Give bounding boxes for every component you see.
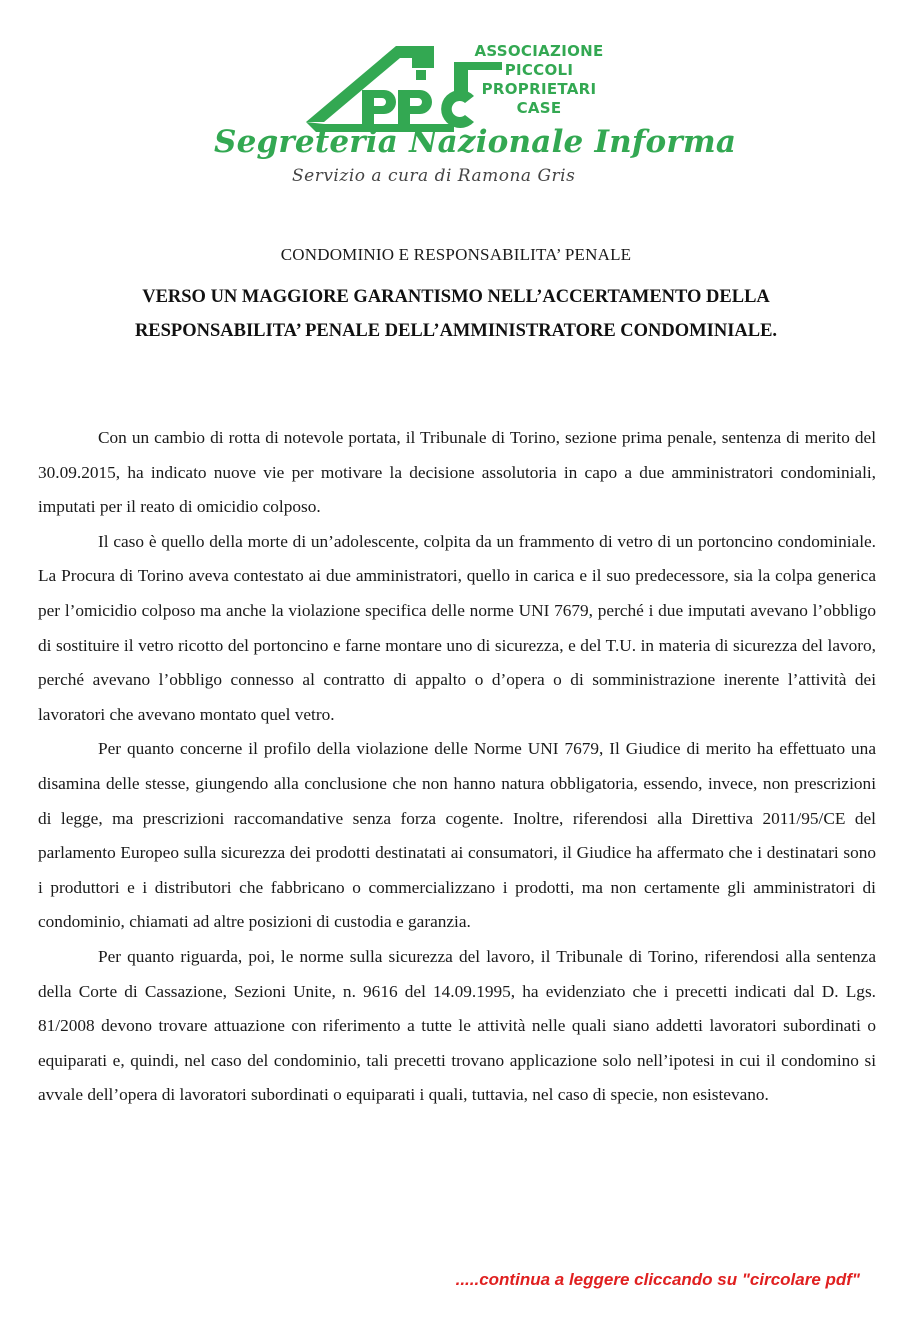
title-line: RESPONSABILITA’ PENALE DELL’AMMINISTRATORE CONDOMINIALE. bbox=[134, 321, 778, 341]
article-body bbox=[38, 421, 876, 1113]
association-line: CASE bbox=[516, 99, 562, 117]
servizio-credit: Servizio a cura di Ramona Gris bbox=[292, 166, 576, 186]
title-line: VERSO UN MAGGIORE GARANTISMO NELL’ACCERTAMENTO DELLA bbox=[142, 287, 770, 307]
association-line: ASSOCIAZIONE bbox=[474, 42, 604, 60]
association-line: PROPRIETARI bbox=[481, 80, 597, 98]
paragraph: Per quanto riguarda, poi, le norme sulla sicurezza del lavoro, il Tribunale di Torino, riferendosi alla sentenza della Corte di Cassazione, Sezioni Unite, n. 9616 del 14.09.1995, ha evidenziato che i precetti indicati dal D. Lgs. 81/2008 devono trovare attuazione con riferimento a tutte le attività nelle quali siano addetti lavoratori subordinati o equiparati e, quindi, nel caso del condominio, tali precetti trovano applicazione solo nell’ipotesi in cui il condomino si avvale dell’opera di lavoratori subordinati o equiparati i quali, tuttavia, nel caso di specie, non esistevano. bbox=[38, 946, 876, 1105]
appc-logo bbox=[212, 38, 737, 198]
paragraph: Il caso è quello della morte di un’adolescente, colpita da un frammento di vetro di un portoncino condominiale. La Procura di Torino aveva contestato ai due amministratori, quello in carica e il suo predecessore, sia la colpa generica per l’omicidio colposo ma anche la violazione specifica delle norme UNI 7679, perché i due imputati avevano l’obbligo di sostituire il vetro ricotto del portoncino e farne montare uno di sicurezza, e del T.U. in materia di sicurezza del lavoro, perché avevano l’obbligo connesso al contratto di appalto o d’opera o di somministrazione inerente l’attività dei lavoratori che avevano montato quel vetro. bbox=[38, 531, 876, 724]
segreteria-heading: Segreteria Nazionale Informa bbox=[214, 124, 737, 160]
continue-reading-link[interactable]: .....continua a leggere cliccando su "circolare pdf" bbox=[455, 1270, 860, 1289]
article-kicker: CONDOMINIO E RESPONSABILITA’ PENALE bbox=[280, 245, 632, 264]
association-name bbox=[474, 42, 604, 118]
paragraph: Per quanto concerne il profilo della violazione delle Norme UNI 7679, Il Giudice di merito ha effettuato una disamina delle stesse, giungendo alla conclusione che non hanno natura obbligatoria, essendo, invece, non prescrizioni di legge, ma prescrizioni raccomandative senza forza cogente. Inoltre, riferendosi alla Direttiva 2011/95/CE del parlamento Europeo sulla sicurezza dei prodotti destinatati ai consumatori, il Giudice ha affermato che i destinatari sono i produttori e i distributori che fabbricano o commercializzano i prodotti, ma non certamente gli amministratori di condominio, chiamati ad altre posizioni di custodia e garanzia. bbox=[38, 739, 876, 932]
association-line: PICCOLI bbox=[504, 61, 574, 79]
paragraph: Con un cambio di rotta di notevole portata, il Tribunale di Torino, sezione prima penale, sentenza di merito del 30.09.2015, ha indicato nuove vie per motivare la decisione assolutoria in capo a due amministratori condominiali, imputati per il reato di omicidio colposo. bbox=[38, 428, 876, 517]
article-title bbox=[60, 280, 852, 348]
